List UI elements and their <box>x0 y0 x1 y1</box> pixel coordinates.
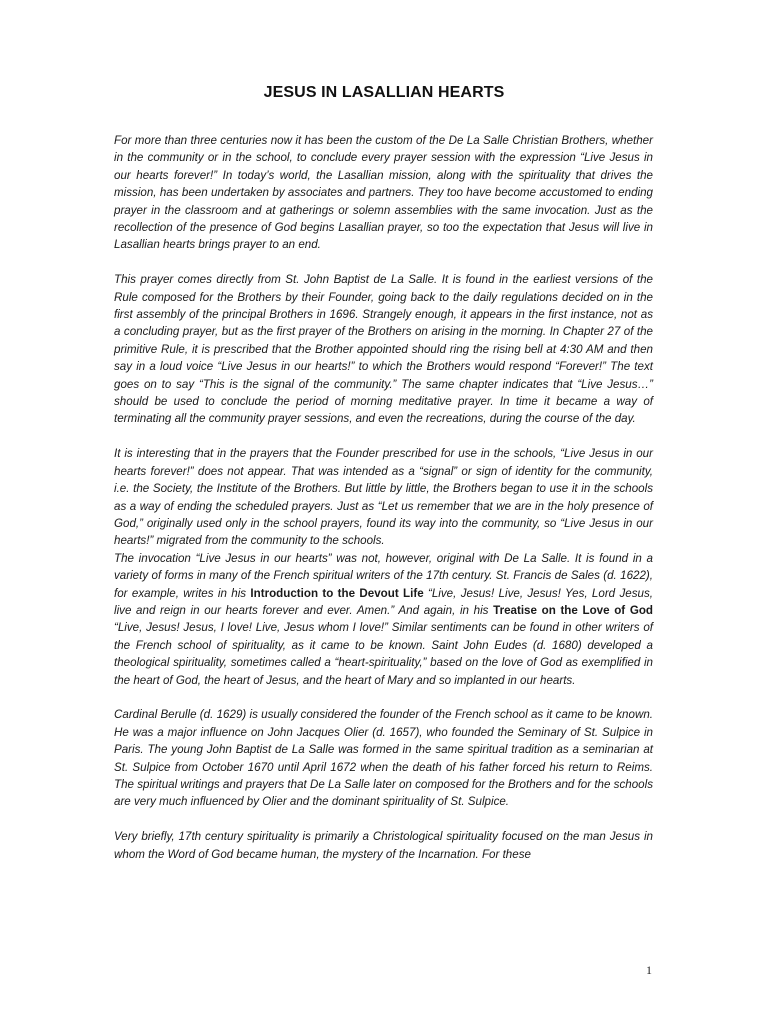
page-number: 1 <box>646 963 652 977</box>
paragraph-schools: It is interesting that in the prayers that the Founder prescribed for use in the schools, “Live Jesus in our hearts forever!” does not appear. That was intended as a “signal” or sign of identity for the community, i.e. the Society, the Institute of the Brothers. But little by little, the Brothers began to use it in the schools as a way of ending the scheduled prayers. Just as “Let us remember that we are in the holy presence of God,” originally used only in the school prayers, found its way into the community, so “Live Jesus in our hearts!” migrated from the community to the schools. <box>114 447 653 548</box>
document-title: JESUS IN LASALLIAN HEARTS <box>263 84 505 101</box>
invocation-text-2: “Live, Jesus! Live, Jesus! Yes, Lord Jesus, live and reign in our hearts forever and ever. Amen.” And again, in his <box>114 586 653 617</box>
book-title-devout-life: Introduction to the Devout Life <box>250 586 424 600</box>
document-body <box>114 132 653 863</box>
invocation-text-1: The invocation “Live Jesus in our hearts” was not, however, original with De La Salle. It is found in a variety of forms in many of the French spiritual writers of the 17th century. St. Francis de Sales (d. 1622), for example, writes in his <box>114 551 653 600</box>
paragraph-invocation <box>114 550 653 689</box>
invocation-text-3: “Live, Jesus! Jesus, I love! Live, Jesus whom I love!” Similar sentiments can be found in other writers of the French school of spirituality, as it came to be known. Saint John Eudes (d. 1680) developed a theological spirituality, sometimes called a “heart-spirituality,” based on the love of God as exemplified in the heart of God, the heart of Jesus, and the heart of Mary and so implanted in our hearts. <box>114 621 653 687</box>
paragraph-christology: Very briefly, 17th century spirituality is primarily a Christological spirituality focused on the man Jesus in whom the Word of God became human, the mystery of the Incarnation. For these <box>114 830 653 861</box>
book-title-love-of-god: Treatise on the Love of God <box>493 603 653 617</box>
paragraph-intro: For more than three centuries now it has been the custom of the De La Salle Christian Brothers, whether in the community or in the school, to conclude every prayer session with the expression “Live Jesus in our hearts forever!” In today’s world, the Lasallian mission, along with the spirituality that drives the mission, has been undertaken by associates and partners. They too have become accustomed to ending prayer in the classroom and at gatherings or solemn assemblies with the same invocation. Just as the recollection of the presence of God begins Lasallian prayer, so too the expectation that Jesus will live in Lasallian hearts brings prayer to an end. <box>114 134 653 252</box>
paragraph-berulle: Cardinal Berulle (d. 1629) is usually considered the founder of the French school as it came to be known. He was a major influence on John Jacques Olier (d. 1657), who founded the Seminary of St. Sulpice in Paris. The young John Baptist de La Salle was formed in the same spiritual tradition as a seminarian at St. Sulpice from October 1670 until April 1672 when the death of his father forced his return to Reims. The spiritual writings and prayers that De La Salle later on composed for the Brothers and for the schools are very much influenced by Olier and the dominant spirituality of St. Sulpice. <box>114 708 653 809</box>
paragraph-origin: This prayer comes directly from St. John Baptist de La Salle. It is found in the earliest versions of the Rule composed for the Brothers by their Founder, going back to the daily regulations decided on in the first assembly of the principal Brothers in 1696. Strangely enough, it appears in the first instance, not as a concluding prayer, but as the first prayer of the Brothers on arising in the morning. In Chapter 27 of the primitive Rule, it is prescribed that the Brother appointed should ring the rising bell at 4:30 AM and then say in a loud voice “Live Jesus in our hearts!” to which the Brothers would respond “Forever!” The text goes on to say “This is the signal of the community.” The same chapter indicates that “Live Jesus…” should be used to conclude the period of morning meditative prayer. In time it became a way of terminating all the community prayer sessions, and even the recreations, during the course of the day. <box>114 273 653 426</box>
